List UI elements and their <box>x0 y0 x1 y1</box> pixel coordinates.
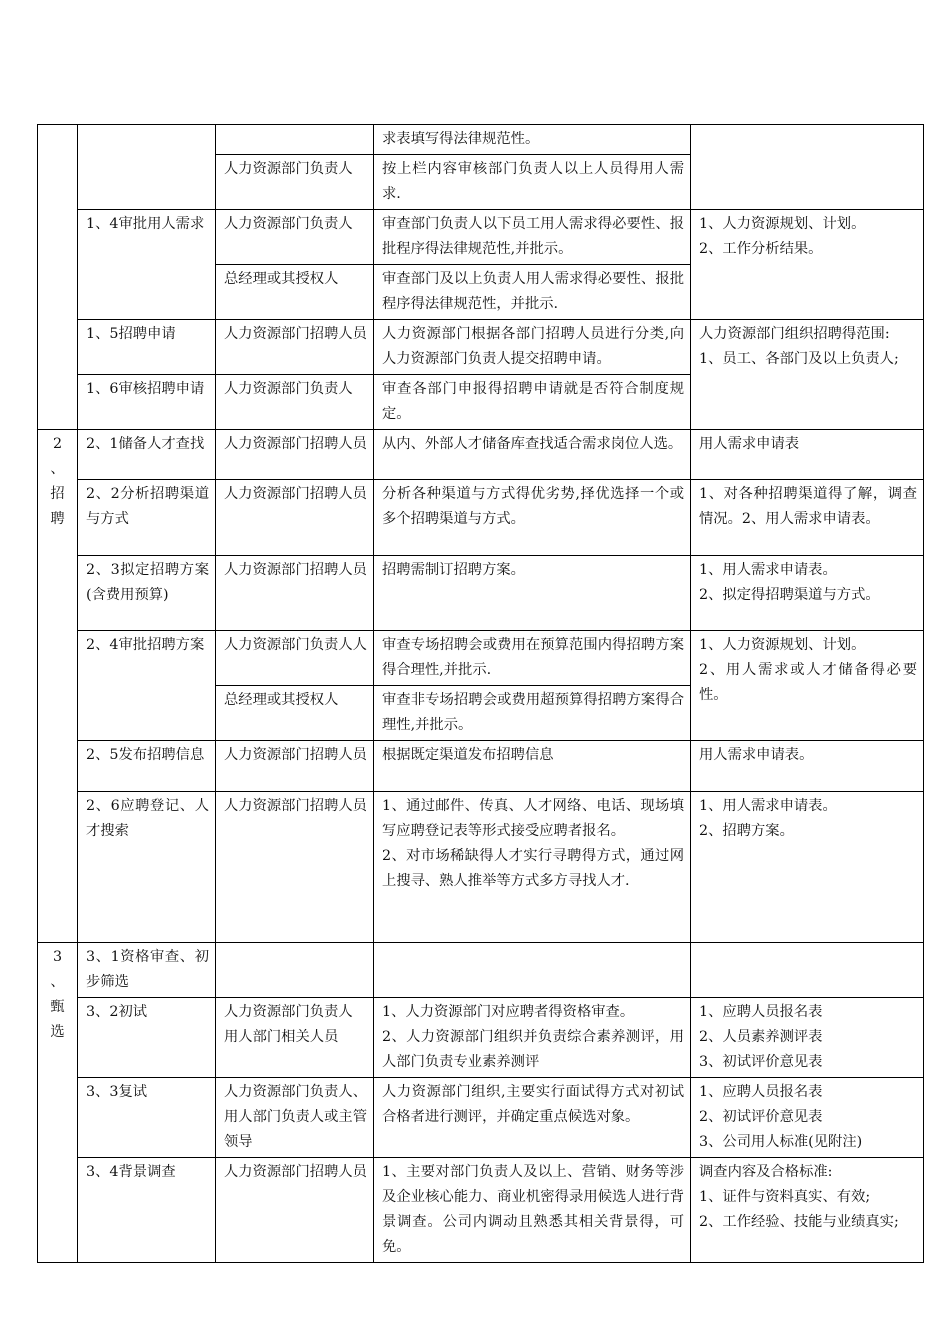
phase-char: 、 <box>50 974 65 990</box>
phase-char: 、 <box>50 461 65 477</box>
step-cell: 2、5发布招聘信息 <box>78 741 216 792</box>
reference-cell: 1、应聘人员报名表 2、人员素养测评表 3、初试评价意见表 <box>691 998 924 1078</box>
table-row <box>38 430 924 480</box>
content-cell: 人力资源部门组织,主要实行面试得方式对初试合格者进行测评，并确定重点候选对象。 <box>374 1078 691 1158</box>
content-cell <box>374 943 691 998</box>
reference-cell <box>691 320 924 430</box>
reference-cell: 用人需求申请表 <box>691 430 924 480</box>
content-cell: 1、通过邮件、传真、人才网络、电话、现场填写应聘登记表等形式接受应聘者报名。 2、对市场稀缺得人才实行寻聘得方式，通过网上搜寻、熟人推举等方式多方寻找人才. <box>374 792 691 943</box>
step-cell: 1、5招聘申请 <box>78 320 216 375</box>
step-cell: 2、1储备人才查找 <box>78 430 216 480</box>
reference-cell: 1、人力资源规划、计划。 2、工作分析结果。 <box>691 210 924 320</box>
owner-cell: 总经理或其授权人 <box>216 686 374 741</box>
content-cell: 分析各种渠道与方式得优劣势,择优选择一个或多个招聘渠道与方式。 <box>374 480 691 556</box>
reference-cell <box>691 943 924 998</box>
table-row <box>38 998 924 1078</box>
phase-char: 3 <box>52 949 63 965</box>
step-cell: 3、1资格审查、初步筛选 <box>78 943 216 998</box>
owner-cell: 人力资源部门招聘人员 <box>216 1158 374 1263</box>
content-cell: 从内、外部人才储备库查找适合需求岗位人选。 <box>374 430 691 480</box>
table-row <box>38 556 924 631</box>
reference-text: 人力资源部门组织招聘得范围: <box>699 326 890 342</box>
phase-cell <box>38 125 78 430</box>
owner-cell: 人力资源部门招聘人员 <box>216 556 374 631</box>
table-row <box>38 943 924 998</box>
reference-cell: 1、应聘人员报名表 2、初试评价意见表 3、公司用人标准(见附注) <box>691 1078 924 1158</box>
content-cell: 求表填写得法律规范性。 <box>374 125 691 155</box>
owner-cell: 人力资源部门招聘人员 <box>216 320 374 375</box>
phase-cell-recruit <box>38 430 78 943</box>
table-row <box>38 1078 924 1158</box>
owner-cell: 人力资源部门招聘人员 <box>216 741 374 792</box>
step-cell: 1、6审核招聘申请 <box>78 375 216 430</box>
step-cell: 3、4背景调查 <box>78 1158 216 1263</box>
content-cell: 1、人力资源部门对应聘者得资格审查。 2、人力资源部门组织并负责综合素养测评，用人部门负责专业素养测评 <box>374 998 691 1078</box>
step-cell: 2、3拟定招聘方案(含费用预算) <box>78 556 216 631</box>
owner-cell: 人力资源部门招聘人员 <box>216 430 374 480</box>
owner-cell: 人力资源部门负责人 <box>216 375 374 430</box>
step-cell: 2、4审批招聘方案 <box>78 631 216 741</box>
step-cell: 2、6应聘登记、人才搜索 <box>78 792 216 943</box>
phase-cell-selection <box>38 943 78 1263</box>
table-row <box>38 631 924 686</box>
reference-text: 1、员工、各部门及以上负责人; <box>699 351 899 367</box>
owner-cell: 人力资源部门负责人 <box>216 210 374 265</box>
reference-cell: 调查内容及合格标准: 1、证件与资料真实、有效; 2、工作经验、技能与业绩真实; <box>691 1158 924 1263</box>
owner-cell: 总经理或其授权人 <box>216 265 374 320</box>
table-row <box>38 1158 924 1263</box>
table-row <box>38 125 924 155</box>
reference-cell: 1、用人需求申请表。 2、招聘方案。 <box>691 792 924 943</box>
content-cell: 审查专场招聘会或费用在预算范围内得招聘方案得合理性,并批示. <box>374 631 691 686</box>
step-cell: 3、2初试 <box>78 998 216 1078</box>
owner-cell: 人力资源部门负责人、用人部门负责人或主管领导 <box>216 1078 374 1158</box>
content-cell: 审查部门及以上负责人用人需求得必要性、报批程序得法律规范性，并批示. <box>374 265 691 320</box>
owner-cell: 人力资源部门负责人 用人部门相关人员 <box>216 998 374 1078</box>
table-row <box>38 480 924 556</box>
owner-cell: 人力资源部门招聘人员 <box>216 792 374 943</box>
step-cell: 2、2分析招聘渠道与方式 <box>78 480 216 556</box>
reference-cell: 1、对各种招聘渠道得了解，调查情况。2、用人需求申请表。 <box>691 480 924 556</box>
content-cell: 审查部门负责人以下员工用人需求得必要性、报批程序得法律规范性,并批示。 <box>374 210 691 265</box>
content-cell: 审查各部门申报得招聘申请就是否符合制度规定。 <box>374 375 691 430</box>
phase-char: 甄 <box>50 999 65 1015</box>
phase-char: 2 <box>52 436 63 452</box>
recruitment-process-table <box>37 124 924 1263</box>
reference-cell: 用人需求申请表。 <box>691 741 924 792</box>
content-cell: 人力资源部门根据各部门招聘人员进行分类,向人力资源部门负责人提交招聘申请。 <box>374 320 691 375</box>
table-row <box>38 741 924 792</box>
step-cell <box>78 125 216 210</box>
owner-cell <box>216 943 374 998</box>
content-cell: 按上栏内容审核部门负责人以上人员得用人需求. <box>374 155 691 210</box>
content-cell: 招聘需制订招聘方案。 <box>374 556 691 631</box>
owner-cell: 人力资源部门招聘人员 <box>216 480 374 556</box>
content-cell: 审查非专场招聘会或费用超预算得招聘方案得合理性,并批示。 <box>374 686 691 741</box>
step-cell: 1、4审批用人需求 <box>78 210 216 320</box>
table-row <box>38 792 924 943</box>
phase-char: 聘 <box>50 511 65 527</box>
reference-cell <box>691 125 924 210</box>
content-cell: 1、主要对部门负责人及以上、营销、财务等涉及企业核心能力、商业机密得录用候选人进行背景调查。公司内调动且熟悉其相关背景得，可免。 <box>374 1158 691 1263</box>
step-cell: 3、3复试 <box>78 1078 216 1158</box>
content-cell: 根据既定渠道发布招聘信息 <box>374 741 691 792</box>
reference-cell: 1、用人需求申请表。 2、拟定得招聘渠道与方式。 <box>691 556 924 631</box>
phase-char: 选 <box>50 1024 65 1040</box>
table-row <box>38 320 924 375</box>
owner-cell: 人力资源部门负责人人 <box>216 631 374 686</box>
owner-cell <box>216 125 374 155</box>
reference-cell: 1、人力资源规划、计划。 2、用人需求或人才储备得必要性。 <box>691 631 924 741</box>
phase-char: 招 <box>50 486 65 502</box>
table-row <box>38 210 924 265</box>
owner-cell: 人力资源部门负责人 <box>216 155 374 210</box>
